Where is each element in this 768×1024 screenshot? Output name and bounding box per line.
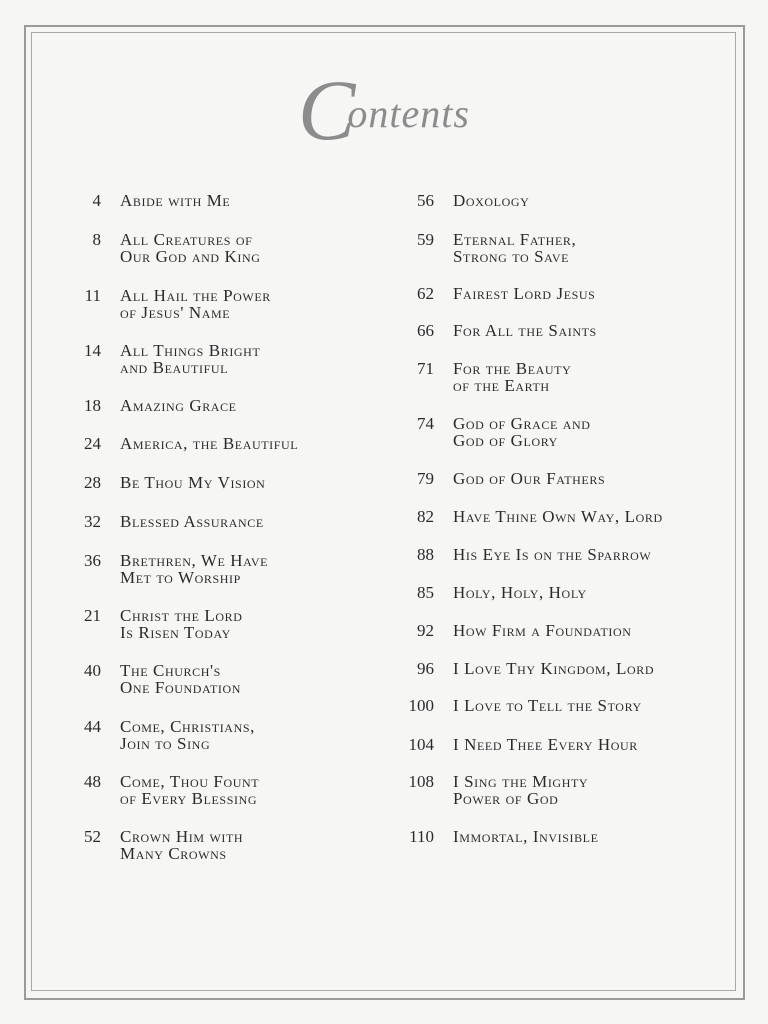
hymn-title-line: Doxology — [453, 191, 530, 210]
toc-entry[interactable] — [59, 662, 241, 696]
toc-entry[interactable] — [59, 192, 230, 209]
hymn-title — [453, 285, 595, 302]
page-number: 21 — [84, 606, 101, 625]
title-rest: ontents — [347, 91, 470, 136]
hymn-title-line: For the Beauty — [453, 359, 572, 378]
toc-entry[interactable] — [59, 231, 261, 265]
title-initial: C — [298, 62, 356, 158]
page-number: 92 — [417, 621, 434, 640]
toc-entry[interactable] — [59, 773, 259, 807]
hymn-title-line: Come, Christians, — [120, 717, 255, 736]
hymn-title-line: and Beautiful — [120, 358, 229, 377]
hymn-title — [120, 513, 264, 530]
page-title — [0, 60, 768, 160]
hymn-title — [453, 773, 588, 807]
page-number: 8 — [92, 230, 101, 249]
page-number: 79 — [417, 469, 434, 488]
hymn-title — [120, 474, 265, 491]
hymn-title — [120, 662, 241, 696]
hymn-title-line: I Love Thy Kingdom, Lord — [453, 659, 655, 678]
toc-entry[interactable] — [59, 397, 237, 414]
hymn-title — [453, 660, 654, 677]
toc-entry[interactable] — [392, 773, 588, 807]
page-number: 18 — [84, 396, 101, 415]
hymn-title-line: For All the Saints — [453, 321, 597, 340]
page-number: 32 — [84, 512, 101, 531]
page-number: 59 — [417, 230, 434, 249]
hymn-title — [120, 552, 268, 586]
hymn-title-line: Abide with Me — [120, 191, 231, 210]
hymn-title-line: Holy, Holy, Holy — [453, 583, 587, 602]
toc-entry[interactable] — [392, 584, 587, 601]
page-number: 66 — [417, 321, 434, 340]
page-number: 104 — [408, 735, 434, 754]
toc-entry[interactable] — [392, 660, 654, 677]
hymn-title-line: The Church's — [120, 661, 221, 680]
toc-entry[interactable] — [59, 552, 268, 586]
hymn-title-line: Have Thine Own Way, Lord — [453, 507, 663, 526]
page-number: 82 — [417, 507, 434, 526]
toc-entry[interactable] — [392, 360, 571, 394]
hymn-title-line: Come, Thou Fount — [120, 772, 260, 791]
hymn-title-line: Is Risen Today — [120, 623, 231, 642]
toc-entry[interactable] — [59, 435, 298, 452]
page-number: 100 — [408, 696, 434, 715]
hymn-title-line: of Every Blessing — [120, 789, 258, 808]
hymn-title — [120, 397, 237, 414]
toc-entry[interactable] — [392, 697, 642, 714]
hymn-title — [453, 508, 663, 525]
page-number: 48 — [84, 772, 101, 791]
page-number: 36 — [84, 551, 101, 570]
hymn-title — [120, 607, 243, 641]
page-number: 40 — [84, 661, 101, 680]
hymn-title — [453, 192, 529, 209]
hymn-title-line: Many Crowns — [120, 844, 227, 863]
hymn-title-line: Be Thou My Vision — [120, 473, 266, 492]
toc-entry[interactable] — [392, 736, 638, 753]
toc-entry[interactable] — [392, 322, 597, 339]
page-number: 28 — [84, 473, 101, 492]
page-number: 11 — [84, 286, 101, 305]
toc-entry[interactable] — [392, 622, 632, 639]
toc-entry[interactable] — [392, 508, 663, 525]
hymn-title-line: of Jesus' Name — [120, 303, 231, 322]
hymn-title-line: Immortal, Invisible — [453, 827, 599, 846]
toc-entry[interactable] — [392, 192, 529, 209]
hymn-title-line: God of Grace and — [453, 414, 591, 433]
toc-entry[interactable] — [392, 470, 605, 487]
page-number: 108 — [408, 772, 434, 791]
hymn-title-line: I Need Thee Every Hour — [453, 735, 638, 754]
page-number: 88 — [417, 545, 434, 564]
hymn-title-line: I Sing the Mighty — [453, 772, 589, 791]
hymn-title-line: All Things Bright — [120, 341, 261, 360]
hymn-title — [120, 287, 271, 321]
hymn-title — [453, 828, 599, 845]
hymn-title-line: of the Earth — [453, 376, 550, 395]
toc-entry[interactable] — [392, 285, 595, 302]
page-number: 71 — [417, 359, 434, 378]
hymn-title — [120, 718, 255, 752]
hymn-title-line: Crown Him with — [120, 827, 244, 846]
hymn-title — [453, 546, 651, 563]
toc-entry[interactable] — [59, 474, 265, 491]
page-number: 56 — [417, 191, 434, 210]
page-number: 62 — [417, 284, 434, 303]
toc-entry[interactable] — [59, 513, 264, 530]
hymn-title-line: How Firm a Foundation — [453, 621, 632, 640]
hymn-title-line: Join to Sing — [120, 734, 211, 753]
page-number: 110 — [409, 827, 434, 846]
hymn-title-line: America, the Beautiful — [120, 434, 299, 453]
hymn-title — [453, 470, 605, 487]
hymn-title-line: All Hail the Power — [120, 286, 271, 305]
page-number: 96 — [417, 659, 434, 678]
hymn-title-line: His Eye Is on the Sparrow — [453, 545, 652, 564]
toc-entry[interactable] — [59, 607, 243, 641]
hymn-title — [120, 773, 259, 807]
hymn-title — [453, 360, 571, 394]
toc-entry[interactable] — [59, 342, 260, 376]
hymn-title-line: All Creatures of — [120, 230, 253, 249]
hymn-title-line: Amazing Grace — [120, 396, 237, 415]
hymn-title-line: God of Our Fathers — [453, 469, 606, 488]
hymn-title — [120, 435, 298, 452]
hymn-title — [453, 231, 576, 265]
page-number: 52 — [84, 827, 101, 846]
page-number: 14 — [84, 341, 101, 360]
page-number: 24 — [84, 434, 101, 453]
toc-entry[interactable] — [392, 546, 651, 563]
hymn-title-line: One Foundation — [120, 678, 242, 697]
toc-entry[interactable] — [59, 287, 271, 321]
page-number: 85 — [417, 583, 434, 602]
hymn-title-line: Blessed Assurance — [120, 512, 264, 531]
hymn-title-line: Our God and King — [120, 247, 261, 266]
toc-entry[interactable] — [59, 828, 243, 862]
hymn-title-line: Fairest Lord Jesus — [453, 284, 596, 303]
hymn-title — [453, 415, 591, 449]
toc-entry[interactable] — [392, 415, 591, 449]
hymn-title — [453, 697, 642, 714]
hymn-title-line: God of Glory — [453, 431, 558, 450]
page-number: 74 — [417, 414, 434, 433]
hymn-title-line: Met to Worship — [120, 568, 241, 587]
toc-entry[interactable] — [392, 231, 576, 265]
page-number: 4 — [92, 191, 101, 210]
hymn-title — [453, 736, 638, 753]
hymn-title-line: Eternal Father, — [453, 230, 577, 249]
toc-entry[interactable] — [59, 718, 255, 752]
hymn-title-line: Christ the Lord — [120, 606, 243, 625]
hymn-title-line: Brethren, We Have — [120, 551, 269, 570]
hymn-title — [453, 622, 632, 639]
hymn-title-line: Power of God — [453, 789, 559, 808]
toc-entry[interactable] — [392, 828, 599, 845]
hymn-title — [453, 322, 597, 339]
hymn-title-line: I Love to Tell the Story — [453, 696, 642, 715]
hymn-title — [120, 231, 261, 265]
hymn-title — [120, 192, 230, 209]
hymn-title-line: Strong to Save — [453, 247, 570, 266]
hymn-title — [453, 584, 587, 601]
hymn-title — [120, 342, 260, 376]
hymn-title — [120, 828, 243, 862]
page-number: 44 — [84, 717, 101, 736]
